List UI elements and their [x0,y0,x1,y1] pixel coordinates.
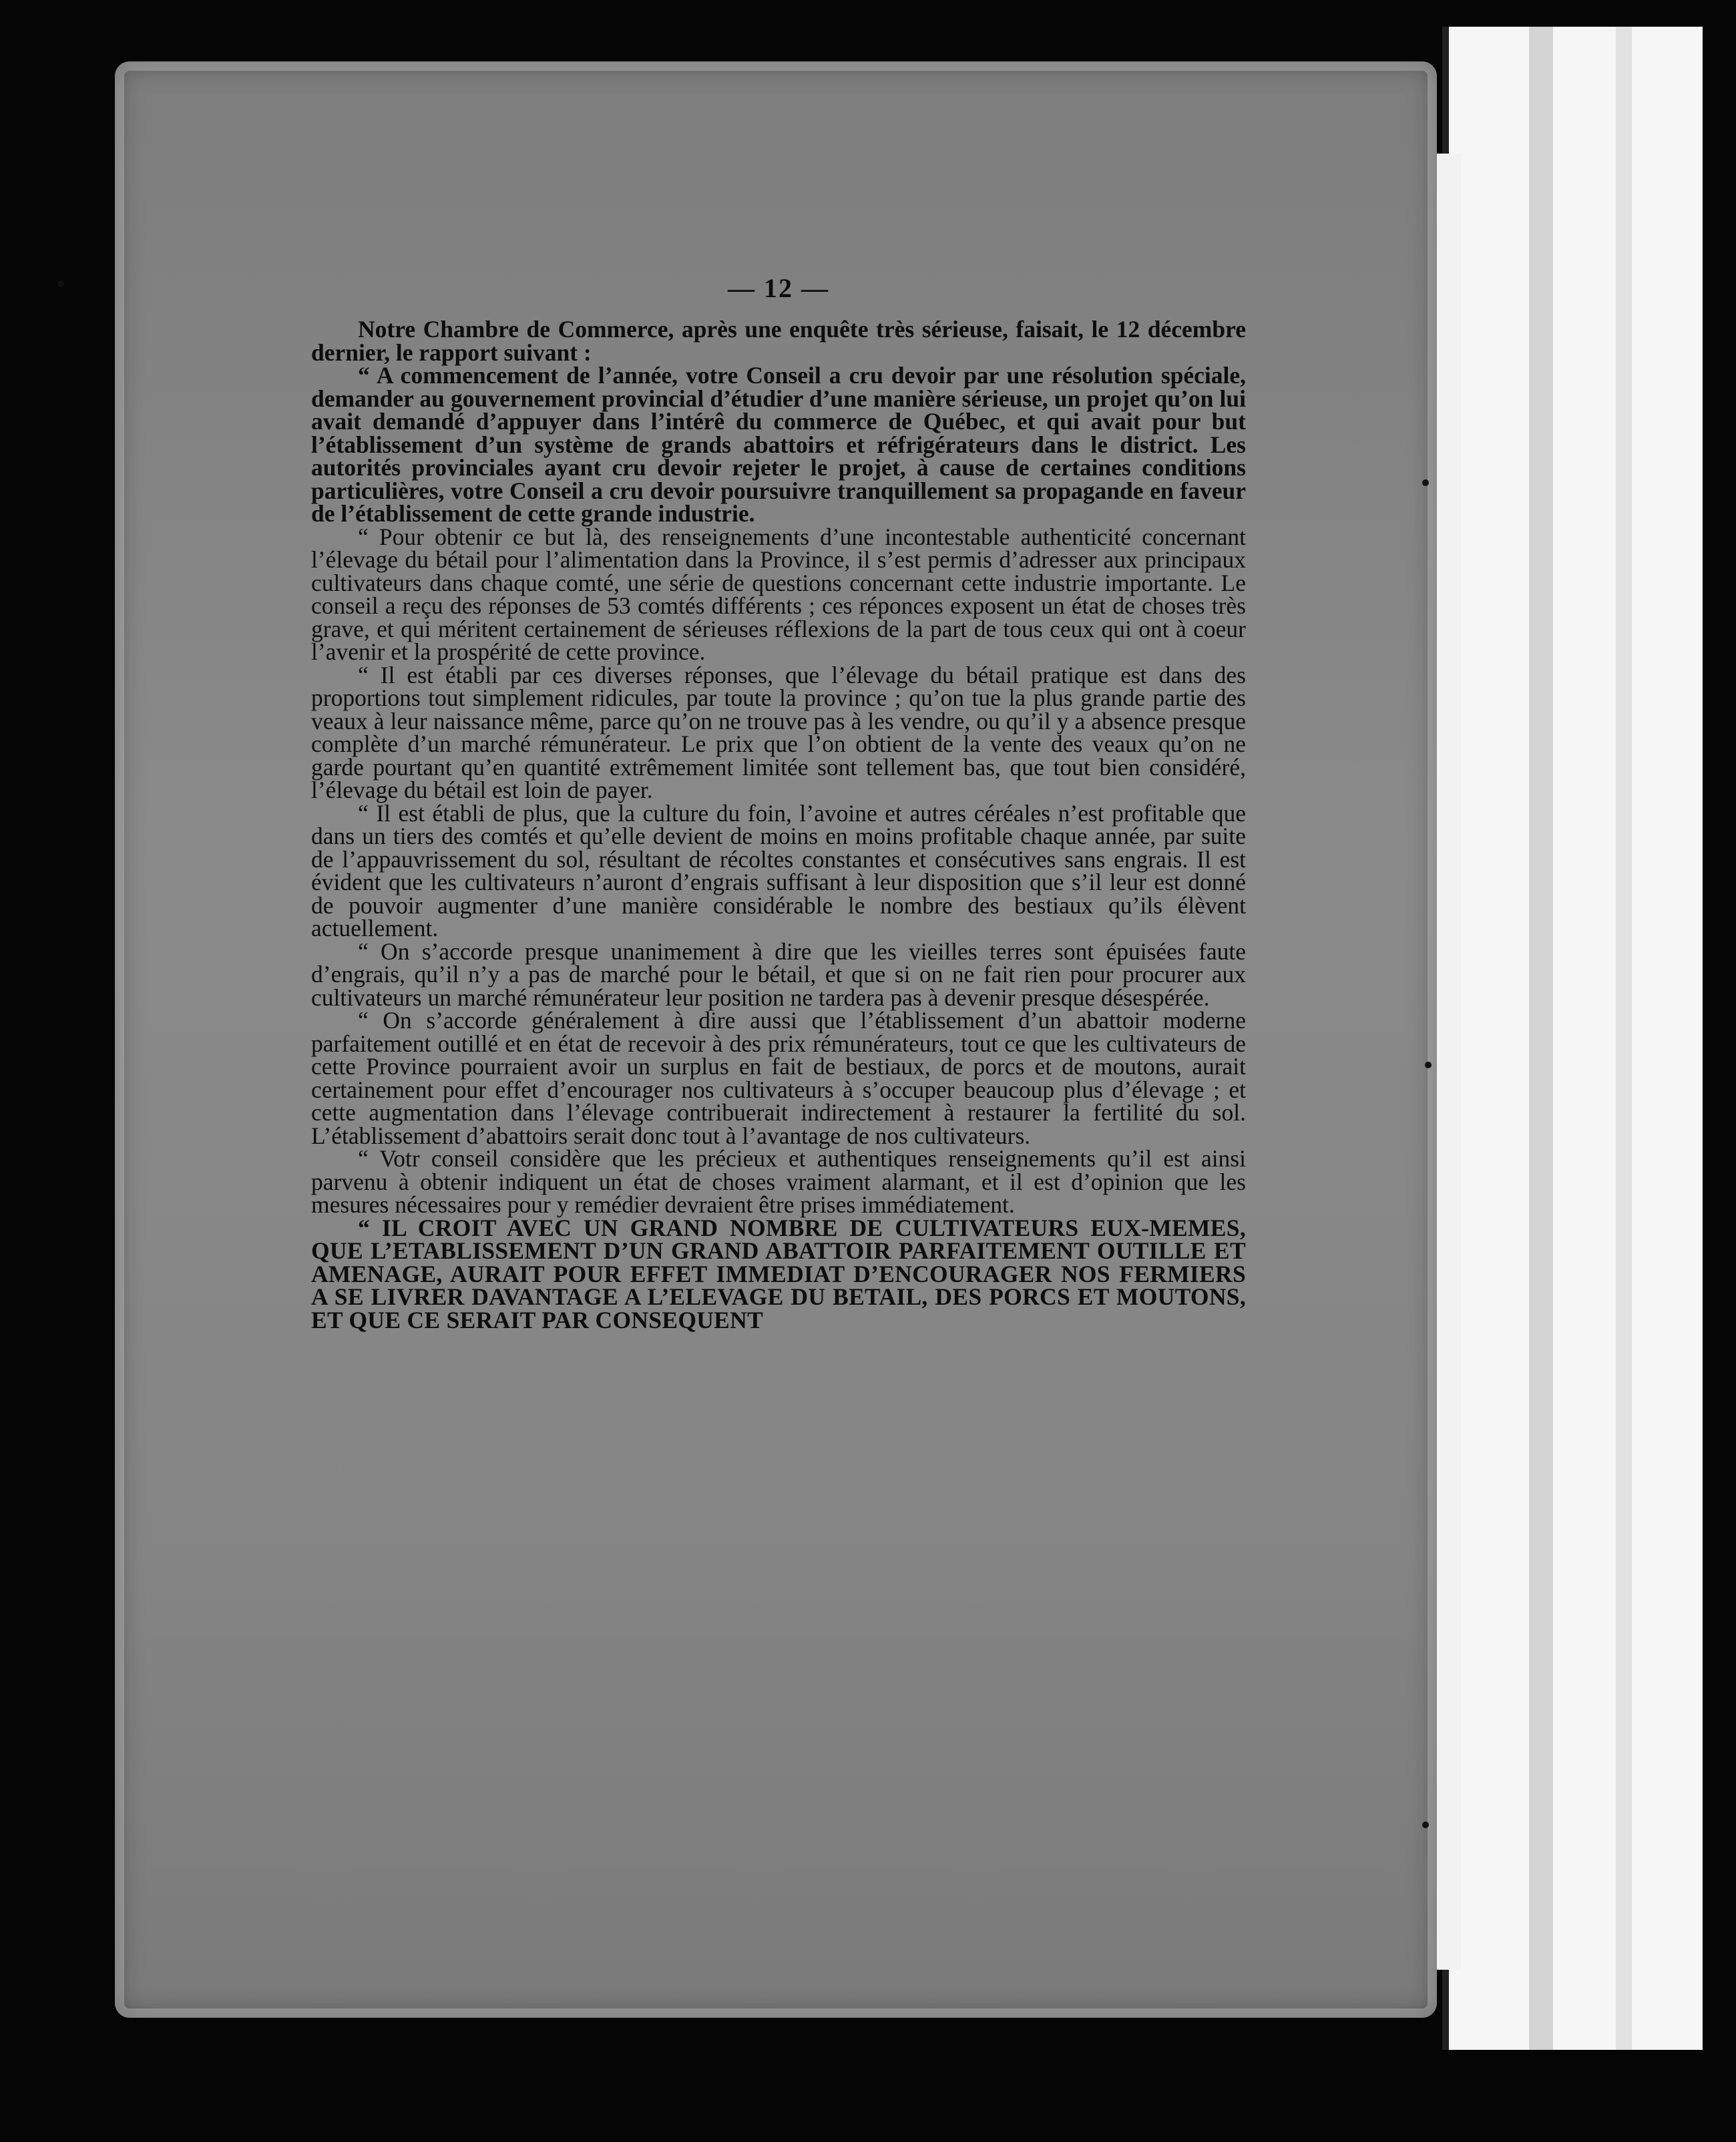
page-body [311,318,1246,1331]
facing-page-band [1616,27,1632,2050]
scan-speck [57,280,64,287]
paragraph: Notre Chambre de Commerce, après une enquête très sérieuse, faisait, le 12 décembre dernier, le rapport suivant : [311,316,1246,366]
scan-speck [1422,479,1429,486]
scan-speck [1422,1822,1429,1828]
page-fold-edge [1436,154,1461,1970]
paragraph: “ On s’accorde généralement à dire aussi que l’établissement d’un abattoir moderne parfaitement outillé et en état de recevoir à des prix rémunérateurs, tout ce que les cultivateurs de cette Province pourraient avoir un surplus en fait de bestiaux, de porcs et de moutons, aurait certainement pour effet d’encourager nos cultivateurs à s’occuper beaucoup plus d’élevage ; et cette augmentation dans l’élevage contribuerait indirectement à restaurer la fertilité du sol. L’établissement d’abattoirs serait donc tout à l’avantage de nos cultivateurs. [311,1007,1246,1149]
page-number: — 12 — [728,273,829,303]
facing-page-edge [1442,27,1703,2050]
scan-speck [1425,1062,1432,1068]
paragraph: “ IL CROIT AVEC UN GRAND NOMBRE DE CULTIVATEURS EUX-MEMES, QUE L’ETABLISSEMENT D’UN GRAND ABATTOIR PARFAITEMENT OUTILLE ET AMENAGE, AURAIT POUR EFFET IMMEDIAT D’ENCOURAGER NOS FERMIERS A SE LIVRER DAVANTAGE A L’ELEVAGE DU BETAIL, DES PORCS ET MOUTONS, ET QUE CE SERAIT PAR CONSEQUENT [311,1214,1246,1333]
paragraph: “ A commencement de l’année, votre Conseil a cru devoir par une résolution spéciale, demander au gouvernement provincial d’étudier d’une manière sérieuse, un projet qu’on lui avait demandé d’appuyer dans l’intérê du commerce de Québec, et qui avait pour but l’établissement d’un système de grands abattoirs et réfrigérateurs dans le district. Les autorités provinciales ayant cru devoir rejeter le projet, à cause de certaines conditions particulières, votre Conseil a cru devoir poursuivre tranquillement sa propagande en faveur de l’établissement de cette grande industrie. [311,362,1246,527]
paragraph: “ On s’accorde presque unanimement à dire que les vieilles terres sont épuisées faute d’engrais, qu’il n’y a pas de marché pour le bétail, et que si on ne fait rien pour procurer aux cultivateurs un marché rémunérateur leur position ne tardera pas à devenir presque désespérée. [311,937,1246,1011]
paragraph: “ Il est établi par ces diverses réponses, que l’élevage du bétail pratique est dans des proportions tout simplement ridicules, par toute la province ; qu’on tue la plus grande partie des veaux à leur naissance même, parce qu’on ne trouve pas à les vendre, ou qu’il y a absence presque complète d’un marché rémunérateur. Le prix que l’on obtient de la vente des veaux qu’on ne garde pourtant qu’en quantité extrêmement limitée sont tellement bas, que tout bien considéré, l’élevage du bétail est loin de payer. [311,661,1246,803]
paragraph: “ Pour obtenir ce but là, des renseignements d’une incontestable authenticité concernant l’élevage du bétail pour l’alimentation dans la Province, il s’est permis d’adresser aux principaux cultivateurs dans chaque comté, une série de questions concernant cette industrie importante. Le conseil a reçu des réponses de 53 comtés différents ; ces réponces exposent un état de choses très grave, et qui méritent certainement de sérieuses réflexions de la part de tous ceux qui ont à coeur l’avenir et la prospérité de cette province. [311,523,1246,665]
paragraph: “ Il est établi de plus, que la culture du foin, l’avoine et autres céréales n’est profitable que dans un tiers des comtés et qu’elle devient de moins en moins profitable chaque année, par suite de l’appauvrissement du sol, résultant de récoltes constantes et consécutives sans engrais. Il est évident que les cultivateurs n’auront d’engrais suffisant à leur disposition que s’il leur est donné de pouvoir augmenter d’une manière considérable le nombre des bestiaux qu’ils élèvent actuellement. [311,799,1246,941]
paragraph: “ Votr conseil considère que les précieux et authentiques renseignements qu’il est ainsi parvenu à obtenir indiquent un état de choses vraiment alarmant, et il est d’opinion que les mesures nécessaires pour y remédier devraient être prises immédiatement. [311,1145,1246,1218]
facing-page-band [1529,27,1553,2050]
